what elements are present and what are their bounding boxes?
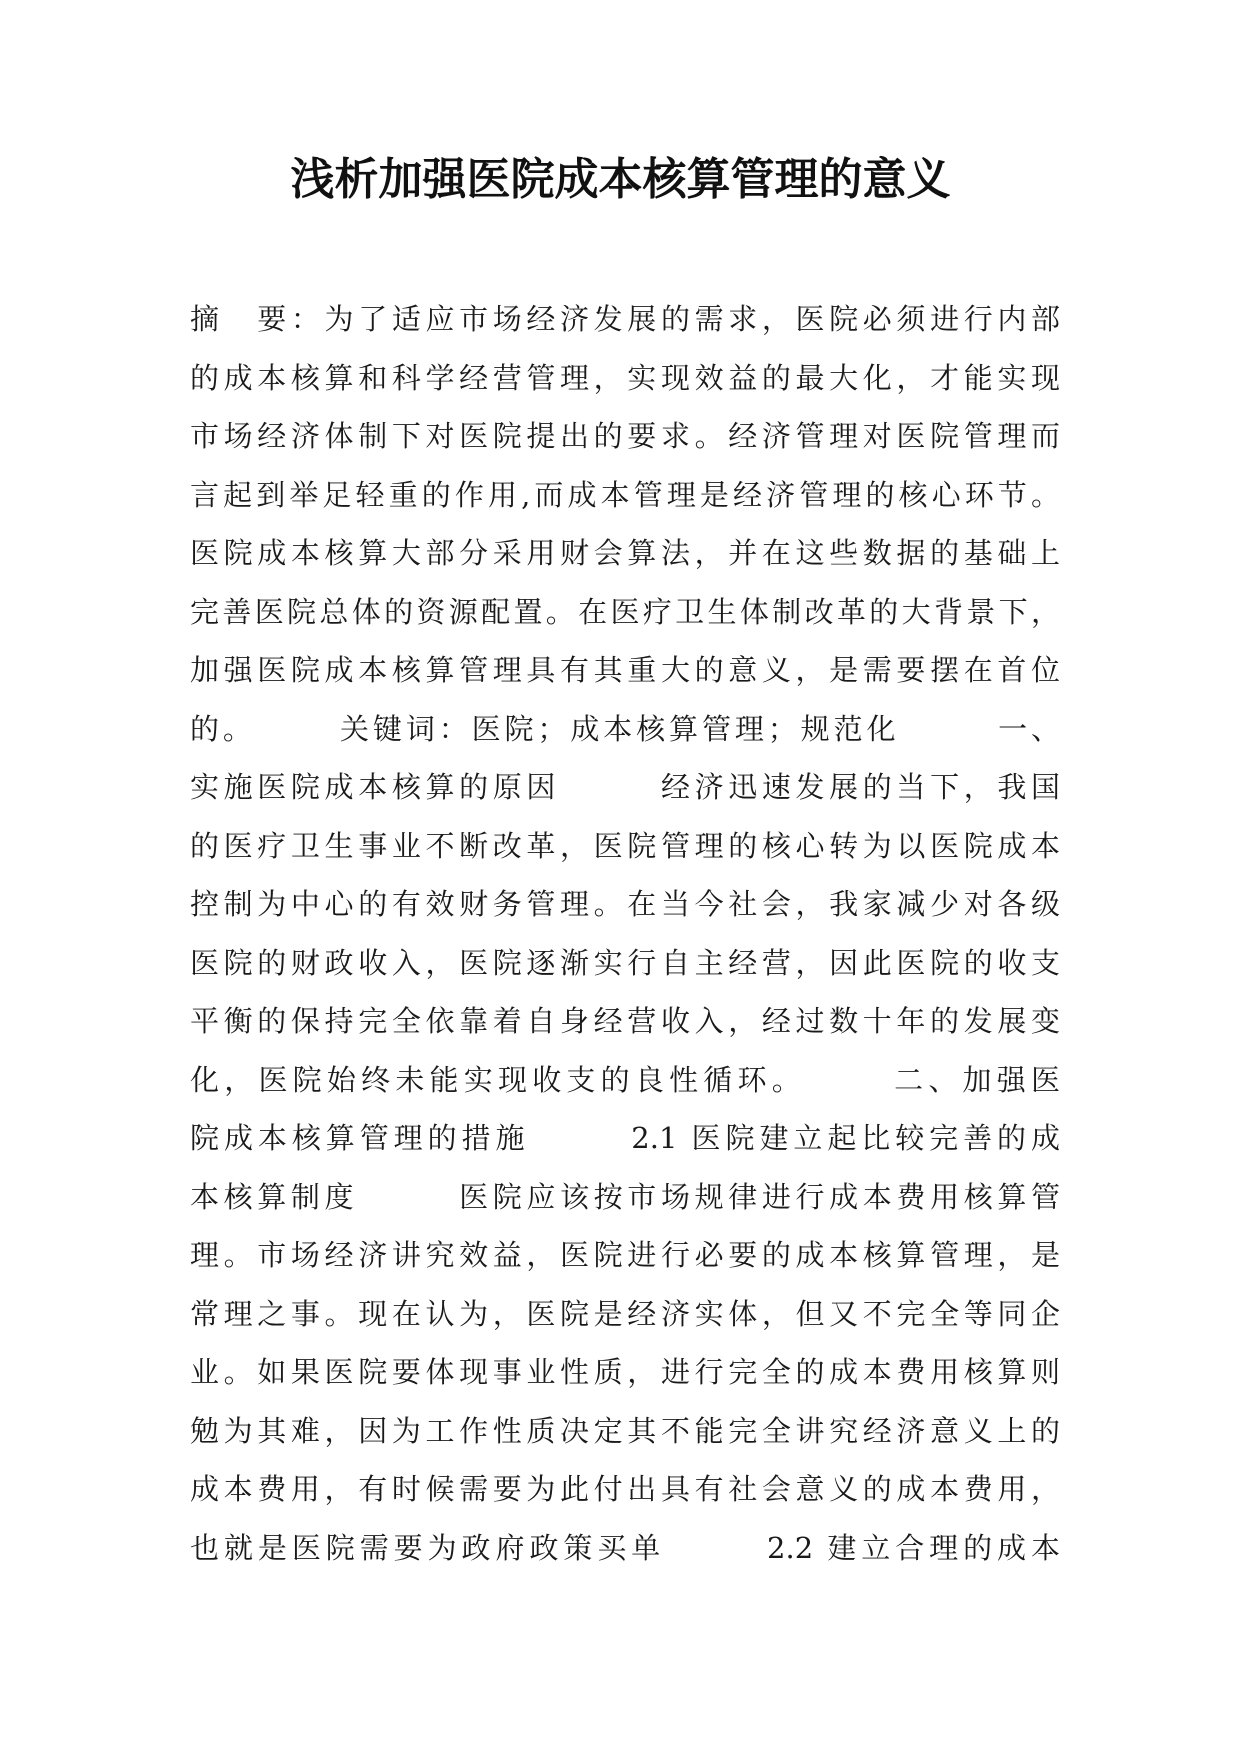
body-line: 平衡的保持完全依靠着自身经营收入，经过数十年的发展变	[190, 1004, 1060, 1038]
document-body	[190, 290, 1060, 1577]
body-line: 的成本核算和科学经营管理，实现效益的最大化，才能实现	[190, 360, 1060, 395]
body-line: 的。 关键词：医院；成本核算管理；规范化 一、	[190, 711, 1060, 746]
body-line: 常理之事。现在认为，医院是经济实体，但又不完全等同企	[190, 1296, 1060, 1331]
body-line: 理。市场经济讲究效益，医院进行必要的成本核算管理，是	[190, 1238, 1060, 1272]
body-line: 化，医院始终未能实现收支的良性循环。 二、加强医	[190, 1062, 1060, 1097]
body-line: 摘 要：为了适应市场经济发展的需求，医院必须进行内部	[190, 302, 1060, 336]
body-line: 言起到举足轻重的作用,而成本管理是经济管理的核心环节。	[190, 477, 1060, 512]
body-line: 实施医院成本核算的原因 经济迅速发展的当下，我国	[190, 770, 1060, 804]
body-line: 完善医院总体的资源配置。在医疗卫生体制改革的大背景下，	[190, 594, 1060, 629]
document-title: 浅析加强医院成本核算管理的意义	[290, 154, 951, 205]
body-line: 勉为其难，因为工作性质决定其不能完全讲究经济意义上的	[190, 1413, 1060, 1448]
body-line: 医院成本核算大部分采用财会算法，并在这些数据的基础上	[190, 536, 1060, 570]
body-line: 业。如果医院要体现事业性质，进行完全的成本费用核算则	[190, 1355, 1060, 1389]
body-line: 控制为中心的有效财务管理。在当今社会，我家减少对各级	[190, 887, 1060, 921]
body-line: 院成本核算管理的措施 2.1 医院建立起比较完善的成	[190, 1121, 1060, 1155]
body-line: 医院的财政收入，医院逐渐实行自主经营，因此医院的收支	[190, 945, 1060, 980]
body-line: 加强医院成本核算管理具有其重大的意义，是需要摆在首位	[190, 653, 1060, 687]
body-line: 的医疗卫生事业不断改革，医院管理的核心转为以医院成本	[190, 828, 1060, 863]
body-line: 成本费用，有时候需要为此付出具有社会意义的成本费用，	[190, 1472, 1060, 1506]
body-line: 也就是医院需要为政府政策买单 2.2 建立合理的成本	[190, 1530, 1060, 1565]
body-line: 市场经济体制下对医院提出的要求。经济管理对医院管理而	[190, 419, 1060, 453]
body-line: 本核算制度 医院应该按市场规律进行成本费用核算管	[190, 1179, 1060, 1214]
